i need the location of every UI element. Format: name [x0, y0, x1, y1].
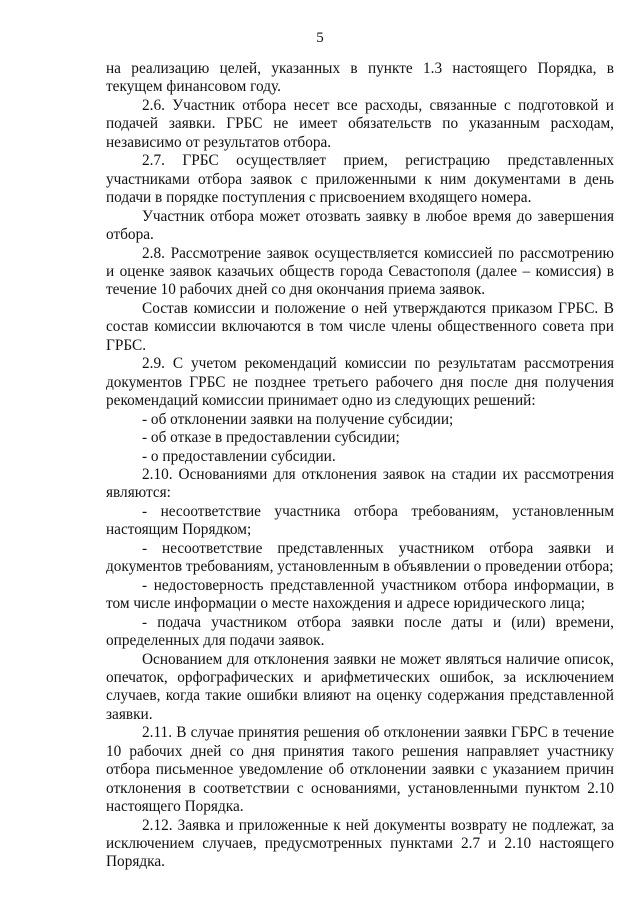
paragraph: Состав комиссии и положение о ней утверждаются приказом ГРБС. В состав комиссии включаются в том числе члены общественного совета при ГРБС. — [106, 299, 614, 354]
paragraph-clause-2-12: 2.12. Заявка и приложенные к ней документы возврату не подлежат, за исключением случаев, предусмотренных пунктами 2.7 и 2.10 настоящего Порядка. — [106, 816, 614, 871]
paragraph-clause-2-9: 2.9. С учетом рекомендаций комиссии по результатам рассмотрения документов ГРБС не позднее третьего рабочего дня после дня получения рекомендаций комиссии принимает одно из следующих решений: — [106, 355, 614, 410]
list-item: - об отклонении заявки на получение субсидии; — [142, 410, 454, 428]
list-item: - несоответствие участника отбора требованиям, установленным настоящим Порядком; — [106, 502, 614, 539]
list-item: - об отказе в предоставлении субсидии; — [142, 429, 400, 447]
page-number: 5 — [316, 30, 324, 46]
paragraph-clause-2-6: 2.6. Участник отбора несет все расходы, связанные с подготовкой и подачей заявки. ГРБС не имеет обязательств по указанным расходам, независимо от результатов отбора. — [106, 96, 614, 151]
paragraph: Основанием для отклонения заявки не может являться наличие описок, опечаток, орфографических и арифметических ошибок, за исключением случаев, когда такие ошибки влияют на оценку содержания представленной заявки. — [106, 650, 614, 723]
list-item: - о предоставлении субсидии. — [142, 447, 336, 465]
list-item: - недостоверность представленной участником отбора информации, в том числе информации о месте нахождения и адресе юридического лица; — [106, 576, 614, 613]
paragraph-clause-2-7: 2.7. ГРБС осуществляет прием, регистрацию представленных участниками отбора заявок с приложенными к ним документами в день подачи в порядке поступления с присвоением входящего номера. — [106, 152, 614, 207]
paragraph-clause-2-8: 2.8. Рассмотрение заявок осуществляется комиссией по рассмотрению и оценке заявок казачьих обществ города Севастополя (далее – комиссия) в течение 10 рабочих дней со дня окончания приема заявок. — [106, 244, 614, 299]
list-item: - подача участником отбора заявки после даты и (или) времени, определенных для подачи заявок. — [106, 613, 614, 650]
document-body — [106, 60, 614, 872]
list-item: - несоответствие представленных участником отбора заявки и документов требованиям, установленным в объявлении о проведении отбора; — [106, 539, 614, 576]
paragraph-clause-2-11: 2.11. В случае принятия решения об отклонении заявки ГБРС в течение 10 рабочих дней со дня принятия такого решения направляет участнику отбора письменное уведомление об отклонении заявки с указанием причин отклонения в соответствии с основаниями, установленными пунктом 2.10 настоящего Порядка. — [106, 724, 614, 816]
paragraph: Участник отбора может отозвать заявку в любое время до завершения отбора. — [106, 207, 614, 244]
paragraph: на реализацию целей, указанных в пункте 1.3 настоящего Порядка, в текущем финансовом году. — [106, 60, 614, 96]
paragraph-clause-2-10: 2.10. Основаниями для отклонения заявок на стадии их рассмотрения являются: — [106, 465, 614, 502]
